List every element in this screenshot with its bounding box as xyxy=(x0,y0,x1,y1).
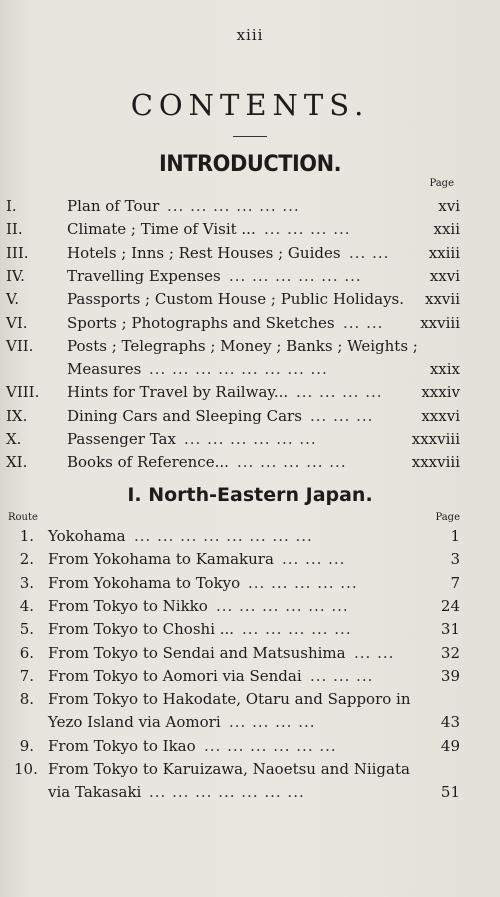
entry-title: Hotels ; Inns ; Rest Houses ; Guides xyxy=(67,243,341,262)
route-page-label: Page xyxy=(435,512,460,523)
entry-page: xxviii xyxy=(420,313,460,332)
leader-dots: ... ... ... ... ... ... ... ... xyxy=(134,527,313,545)
entry-number: 4. xyxy=(19,596,34,615)
entry-number: 2. xyxy=(19,550,34,569)
entry-number: IV. xyxy=(6,266,25,285)
entry-title: via Takasaki xyxy=(48,783,142,802)
entry-number: 10. xyxy=(14,760,38,778)
leader-dots: ... ... ... ... ... xyxy=(242,620,352,639)
route-entry xyxy=(0,711,500,733)
entry-title: Climate ; Time of Visit ... xyxy=(67,220,256,239)
entry-title: Dining Cars and Sleeping Cars xyxy=(67,406,302,425)
page-number: xiii xyxy=(236,26,264,44)
entry-number: VII. xyxy=(6,336,34,355)
leader-dots: ... ... ... ... ... ... xyxy=(167,197,300,215)
leader-dots: ... ... xyxy=(343,313,384,332)
entry-page: 43 xyxy=(440,713,460,732)
entry-page: xxxviii xyxy=(411,453,460,472)
leader-dots: ... ... ... ... ... ... ... ... xyxy=(149,360,328,379)
leader-dots: ... ... ... ... ... ... xyxy=(216,596,349,615)
entry-page: 7 xyxy=(450,573,460,592)
route-entry xyxy=(0,525,500,547)
leader-dots: ... ... ... ... ... ... xyxy=(184,430,317,448)
entry-title: From Yokohama to Tokyo xyxy=(48,573,241,592)
introduction-heading: INTRODUCTION. xyxy=(158,152,342,177)
entry-page: 32 xyxy=(440,643,460,662)
entry-number: VIII. xyxy=(6,383,40,402)
entry-title: From Tokyo to Nikko xyxy=(48,596,208,615)
entry-page: 39 xyxy=(440,666,460,685)
contents-entry xyxy=(0,218,500,240)
entry-title: Books of Reference... xyxy=(67,453,229,472)
contents-entry xyxy=(0,381,500,403)
entry-page: 24 xyxy=(440,596,460,615)
leader-dots: ... ... ... ... xyxy=(264,220,351,239)
route-entry xyxy=(0,665,500,687)
entry-title: From Tokyo to Aomori via Sendai xyxy=(48,666,302,685)
title-rule xyxy=(233,136,267,137)
entry-page: xxix xyxy=(429,360,460,379)
route-entry xyxy=(0,642,500,664)
entry-title: From Tokyo to Sendai and Matsushima xyxy=(48,643,346,662)
leader-dots: ... ... ... xyxy=(310,406,374,425)
entry-number: XI. xyxy=(6,453,28,472)
entry-page: xvi xyxy=(438,197,460,215)
entry-number: VI. xyxy=(6,313,28,332)
entry-page: xxxiv xyxy=(421,383,460,402)
route-entry xyxy=(0,548,500,570)
leader-dots: ... ... ... xyxy=(282,550,346,569)
leader-dots: ... ... xyxy=(354,643,395,662)
route-entry xyxy=(0,758,500,780)
entry-page: xxii xyxy=(433,220,460,239)
contents-entry xyxy=(0,451,500,473)
contents-entry xyxy=(0,428,500,450)
entry-title: From Tokyo to Hakodate, Otaru and Sapporo in xyxy=(48,690,411,709)
route-entry xyxy=(0,595,500,617)
entry-title: Hints for Travel by Railway... xyxy=(67,383,289,402)
entry-title: Yokohama xyxy=(48,527,126,545)
leader-dots: ... ... ... ... xyxy=(296,383,383,402)
contents-entry xyxy=(0,242,500,264)
entry-title: Passports ; Custom House ; Public Holidays. xyxy=(67,290,405,309)
entry-title: Posts ; Telegraphs ; Money ; Banks ; Weights ; xyxy=(67,336,418,355)
entry-title: Passenger Tax xyxy=(67,430,176,448)
leader-dots: ... ... ... ... ... ... ... xyxy=(149,783,305,802)
leader-dots: ... ... ... ... ... xyxy=(248,573,358,592)
contents-entry xyxy=(0,312,500,334)
entry-number: 7. xyxy=(19,666,34,685)
entry-title: Measures xyxy=(67,360,142,379)
entry-title: Travelling Expenses xyxy=(67,266,221,285)
entry-page: 1 xyxy=(450,527,460,545)
entry-number: 5. xyxy=(19,620,34,639)
leader-dots: ... ... xyxy=(349,243,390,262)
entry-title: From Tokyo to Karuizawa, Naoetsu and Niigata xyxy=(48,760,410,778)
entry-number: 9. xyxy=(19,736,34,755)
entry-page: 51 xyxy=(440,783,460,802)
entry-number: V. xyxy=(6,290,19,309)
entry-page: xxxviii xyxy=(411,430,460,448)
route-label: Route xyxy=(8,512,38,523)
entry-title: Plan of Tour xyxy=(67,197,160,215)
route-entry xyxy=(0,572,500,594)
entry-page: 49 xyxy=(440,736,460,755)
entry-number: II. xyxy=(6,220,23,239)
entry-number: III. xyxy=(6,243,29,262)
contents-entry xyxy=(0,405,500,427)
intro-page-label: Page xyxy=(429,178,454,189)
entry-number: X. xyxy=(6,430,22,448)
entry-number: 8. xyxy=(19,690,34,709)
route-entry xyxy=(0,735,500,757)
entry-number: 6. xyxy=(19,643,34,662)
entry-page: xxxvi xyxy=(421,406,460,425)
entry-number: I. xyxy=(6,197,17,215)
contents-entry xyxy=(0,335,500,357)
entry-number: 3. xyxy=(19,573,34,592)
entry-title: From Tokyo to Choshi ... xyxy=(48,620,235,639)
route-entry xyxy=(0,781,500,803)
contents-title: CONTENTS. xyxy=(130,88,370,122)
contents-entry xyxy=(0,195,500,217)
entry-title: From Yokohama to Kamakura xyxy=(48,550,274,569)
entry-page: xxiii xyxy=(428,243,460,262)
contents-entry xyxy=(0,358,500,380)
entry-title: Sports ; Photographs and Sketches xyxy=(67,313,335,332)
section-heading: I. North-Eastern Japan. xyxy=(127,484,373,506)
entry-page: xxvi xyxy=(429,266,460,285)
entry-page: 31 xyxy=(440,620,460,639)
entry-page: xxvii xyxy=(425,290,460,309)
leader-dots: ... ... ... ... xyxy=(229,713,316,732)
contents-entry xyxy=(0,265,500,287)
entry-title: From Tokyo to Ikao xyxy=(48,736,196,755)
entry-page: 3 xyxy=(450,550,460,569)
entry-number: IX. xyxy=(6,406,28,425)
leader-dots: ... ... ... ... ... ... xyxy=(204,736,337,755)
route-entry xyxy=(0,688,500,710)
entry-title: Yezo Island via Aomori xyxy=(48,713,221,732)
contents-entry xyxy=(0,288,500,310)
entry-number: 1. xyxy=(19,527,34,545)
leader-dots: ... ... ... ... ... ... xyxy=(229,266,362,285)
leader-dots: ... ... ... ... ... xyxy=(237,453,347,472)
route-entry xyxy=(0,618,500,640)
leader-dots: ... ... ... xyxy=(310,666,374,685)
